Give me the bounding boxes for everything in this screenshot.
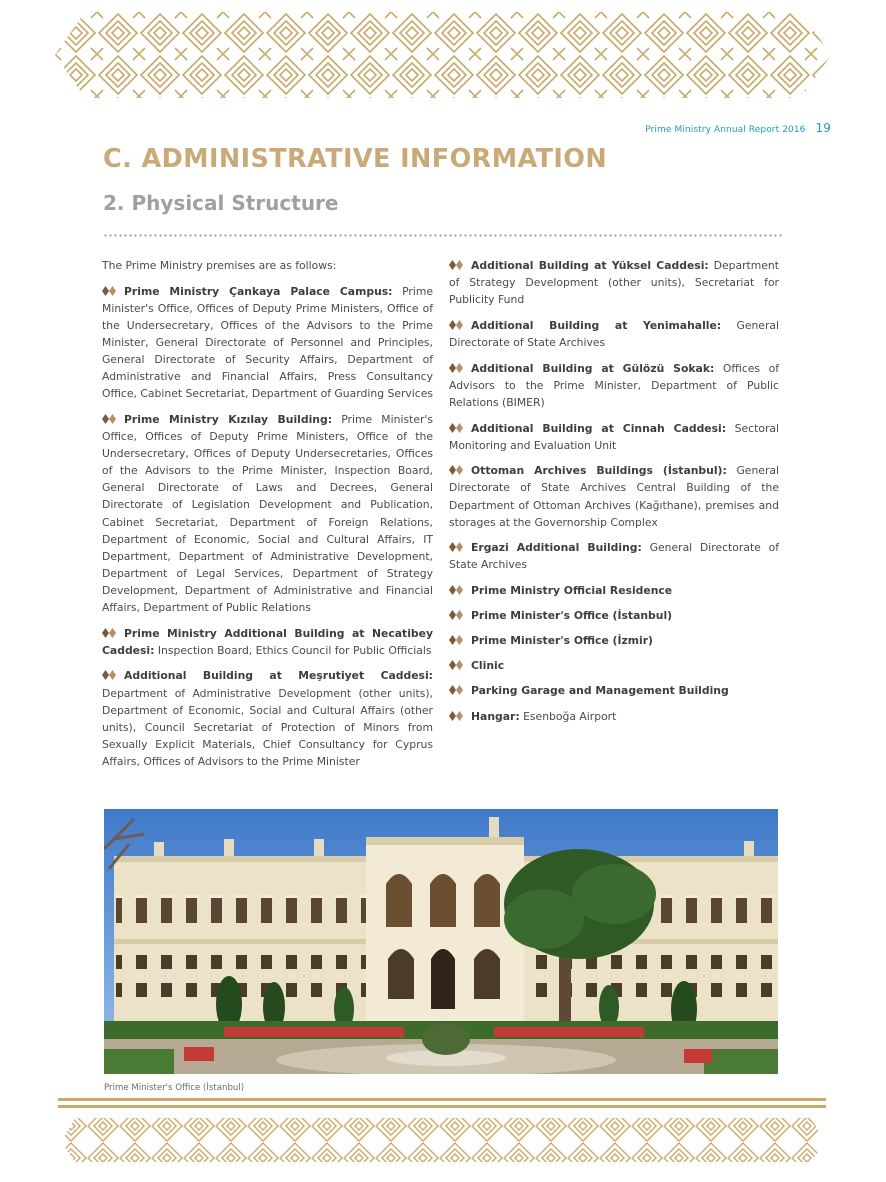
premises-name: Ergazi Additional Building: [471,541,642,555]
report-title: Prime Ministry Annual Report 2016 [645,125,806,135]
page-number: 19 [815,121,831,135]
premises-name: Parking Garage and Management Building [471,684,729,698]
diamond-bullet-icon [449,320,463,330]
ornament-band-top [55,12,831,98]
premises-units: Prime Minister's Office, Offices of Deputy Prime Ministers, Office of the Undersecretary, Offices of the Advisors to the Prime Minister, General Directorate of Personnel and Principles, General Directorate of Security Affairs, Department of Administrative and Financial Affairs, Press Consultancy Office, Cabinet Secretariat, Department of Guarding Services [102,284,434,401]
diamond-bullet-icon [102,414,116,424]
ornament-band-bottom [55,1104,831,1166]
diamond-bullet-icon [449,685,463,695]
diamond-bullet-icon [449,423,463,433]
diamond-bullet-icon [102,670,116,680]
running-header [645,121,831,135]
diamond-bullet-icon [449,711,463,721]
premises-units: General Directorate of State Archives [449,541,779,572]
premises-name: Prime Ministry Official Residence [471,584,673,598]
diamond-bullet-icon [449,585,463,595]
intro-paragraph: The Prime Ministry premises are as follows: [102,259,337,272]
building-photo [104,809,778,1074]
diamond-bullet-icon [449,363,463,373]
diamond-bullet-icon [449,610,463,620]
premises-name: Additional Building at Yüksel Caddesi: [471,259,709,272]
premises-name: Clinic [471,659,505,673]
premises-entry [102,411,433,616]
diamond-bullet-icon [449,635,463,645]
premises-entry [449,582,779,599]
diamond-bullet-icon [449,465,463,475]
premises-entry [449,360,779,411]
premises-entry [449,682,779,699]
premises-name: Additional Building at Yenimahalle: [471,318,722,332]
premises-entry [449,539,779,573]
premises-name: Prime Ministry Kızılay Building: [124,412,333,426]
premises-entry [449,632,779,649]
premises-units: General Directorate of State Archives [449,318,779,349]
premises-entry [449,708,779,725]
premises-entry [449,317,779,351]
premises-entry [449,657,779,674]
premises-units: General Directorate of State Archives Central Building of the Department of Ottoman Archives (Kağıthane), premises and storages at the Governorship Complex [449,464,779,529]
premises-list-left [102,283,433,770]
dotted-divider [103,233,783,238]
premises-name: Prime Ministry Additional Building at Necatibey Caddesi: [102,626,433,657]
text-column-right [449,257,779,733]
premises-units: Inspection Board, Ethics Council for Public Officials [154,643,432,657]
photo-caption: Prime Minister's Office (İstanbul) [104,1083,245,1093]
premises-name: Additional Building at Gülözü Sokak: [471,361,715,375]
premises-entry [102,667,433,770]
diamond-bullet-icon [102,286,116,296]
premises-units: Department of Strategy Development (other units), Secretariat for Publicity Fund [449,259,779,307]
premises-name: Additional Building at Cinnah Caddesi: [471,421,727,435]
premises-units: Esenboğa Airport [519,709,617,723]
section-title: C. ADMINISTRATIVE INFORMATION [103,144,608,174]
premises-name: Prime Minister's Office (İzmir) [471,634,653,648]
premises-name: Additional Building at Meşrutiyet Caddesi: [124,669,433,683]
premises-name: Hangar: [471,709,520,723]
premises-units: Department of Administrative Development (other units), Department of Economic, Social and Cultural Affairs (other units), Council Secretariat of Protection of Minors from Sexually Explicit Materials, Chief Consultancy for Cyprus Affairs, Offices of Advisors to the Prime Minister [102,686,433,768]
premises-entry [449,462,779,530]
diamond-bullet-icon [449,660,463,670]
premises-units: Prime Minister's Office, Offices of Deputy Prime Ministers, Office of the Undersecretary, Offices of Deputy Undersecretaries, Offices of the Advisors to the Prime Minister, Inspection Board, General Directorate of Laws and Decrees, General Directorate of Legislation Development and Publication, Cabinet Secretariat, Department of Foreign Relations, Department of Economic, Social and Cultural Affairs, IT Department, Department of Administrative Development, Department of Legal Services, Department of Strategy Development, Department of Administrative and Financial Affairs, Department of Public Relations [102,412,433,614]
premises-name: Prime Minister's Office (İstanbul) [471,609,673,623]
section-subtitle: 2. Physical Structure [103,191,339,215]
diamond-bullet-icon [449,542,463,552]
premises-units: Offices of Advisors to the Prime Minister, Department of Public Relations (BIMER) [449,361,779,409]
text-column-left [102,257,433,779]
premises-list-right [449,257,779,725]
premises-entry [449,607,779,624]
premises-name: Ottoman Archives Buildings (İstanbul): [471,464,727,478]
premises-entry [449,420,779,454]
diamond-bullet-icon [449,260,463,270]
premises-entry [102,625,433,659]
gold-rule-upper [58,1098,826,1101]
premises-name: Prime Ministry Çankaya Palace Campus: [124,284,393,298]
premises-entry [449,257,779,308]
premises-units: Sectoral Monitoring and Evaluation Unit [449,421,779,452]
diamond-bullet-icon [102,628,116,638]
premises-entry [102,283,433,403]
